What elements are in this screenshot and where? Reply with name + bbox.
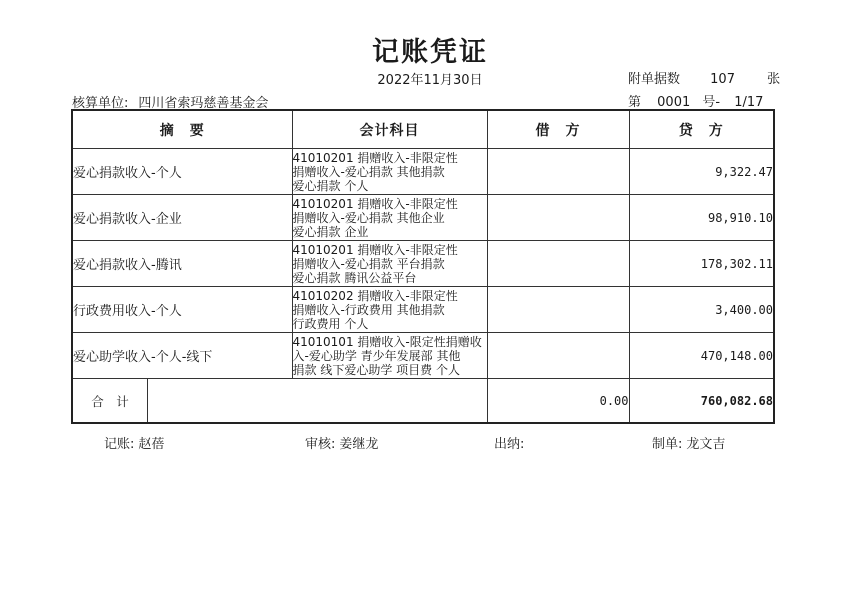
row-account: [292, 287, 487, 333]
total-debit: 0.00: [487, 379, 629, 424]
account-line: 捐赠收入-爱心捐款 平台捐款: [292, 256, 445, 271]
attachment-count: [628, 68, 780, 87]
account-line: 入-爱心助学 青少年发展部 其他: [292, 348, 461, 363]
attachment-label: 附单据数: [628, 72, 681, 87]
row-debit: [487, 149, 629, 195]
row-account: [292, 149, 487, 195]
total-credit: 760,082.68: [629, 379, 774, 424]
row-account: [292, 195, 487, 241]
signature-cashier: [494, 433, 528, 452]
voucher-table: [71, 109, 775, 424]
row-credit: 470,148.00: [629, 333, 774, 379]
preparer-name: 龙文吉: [686, 437, 726, 452]
bookkeeper-label: 记账:: [104, 437, 135, 452]
account-line: 41010201 捐赠收入-非限定性: [292, 150, 458, 165]
signature-bookkeeper: [104, 433, 164, 452]
row-account: [292, 333, 487, 379]
account-line: 41010202 捐赠收入-非限定性: [292, 288, 458, 303]
account-line: 捐款 线下爱心助学 项目费 个人: [292, 362, 460, 377]
header-debit: 借 方: [487, 110, 629, 149]
header-account: 会计科目: [292, 110, 487, 149]
row-summary: 爱心捐款收入-腾讯: [72, 241, 292, 287]
voucher-page-index: 1/17: [734, 95, 764, 110]
voucher-number-label: 第: [628, 95, 642, 110]
row-debit: [487, 241, 629, 287]
total-blank: [148, 379, 487, 422]
account-line: 爱心捐款 腾讯公益平台: [292, 270, 417, 285]
attachment-number: 107: [710, 72, 735, 87]
account-line: 捐赠收入-爱心捐款 其他捐款: [292, 164, 445, 179]
row-debit: [487, 195, 629, 241]
account-line: 爱心捐款 企业: [292, 224, 369, 239]
voucher-number-suffix: 号-: [702, 95, 721, 110]
row-summary: 爱心捐款收入-个人: [72, 149, 292, 195]
attachment-unit: 张: [767, 72, 781, 87]
account-line: 爱心捐款 个人: [292, 178, 369, 193]
accounting-unit-label: 核算单位:: [72, 96, 129, 111]
header-credit: 贷 方: [629, 110, 774, 149]
table-row: [72, 149, 774, 195]
row-credit: 178,302.11: [629, 241, 774, 287]
row-account: [292, 241, 487, 287]
accounting-unit-value: 四川省索玛慈善基金会: [138, 96, 269, 111]
row-debit: [487, 287, 629, 333]
reviewer-name: 姜继龙: [339, 437, 379, 452]
cashier-label: 出纳:: [494, 437, 525, 452]
voucher-date: 2022年11月30日: [377, 73, 483, 88]
row-credit: 3,400.00: [629, 287, 774, 333]
account-line: 捐赠收入-行政费用 其他捐款: [292, 302, 445, 317]
voucher-title: 记账凭证: [372, 37, 488, 68]
total-label: 合 计: [73, 379, 148, 422]
row-summary: 爱心助学收入-个人-线下: [72, 333, 292, 379]
account-line: 41010101 捐赠收入-限定性捐赠收: [292, 334, 482, 349]
table-header-row: [72, 110, 774, 149]
account-line: 捐赠收入-爱心捐款 其他企业: [292, 210, 445, 225]
total-label-cell: [72, 379, 487, 424]
row-summary: 爱心捐款收入-企业: [72, 195, 292, 241]
row-credit: 9,322.47: [629, 149, 774, 195]
row-summary: 行政费用收入-个人: [72, 287, 292, 333]
voucher-number: [628, 91, 763, 110]
row-credit: 98,910.10: [629, 195, 774, 241]
table-row: [72, 241, 774, 287]
signature-reviewer: [305, 433, 378, 452]
header-summary: 摘 要: [72, 110, 292, 149]
preparer-label: 制单:: [652, 437, 683, 452]
bookkeeper-name: 赵蓓: [138, 437, 165, 452]
signature-preparer: [652, 433, 725, 452]
voucher-number-value: 0001: [657, 95, 691, 110]
account-line: 41010201 捐赠收入-非限定性: [292, 242, 458, 257]
total-row: [72, 379, 774, 424]
table-row: [72, 333, 774, 379]
account-line: 行政费用 个人: [292, 316, 369, 331]
table-row: [72, 195, 774, 241]
table-row: [72, 287, 774, 333]
reviewer-label: 审核:: [305, 437, 336, 452]
row-debit: [487, 333, 629, 379]
account-line: 41010201 捐赠收入-非限定性: [292, 196, 458, 211]
